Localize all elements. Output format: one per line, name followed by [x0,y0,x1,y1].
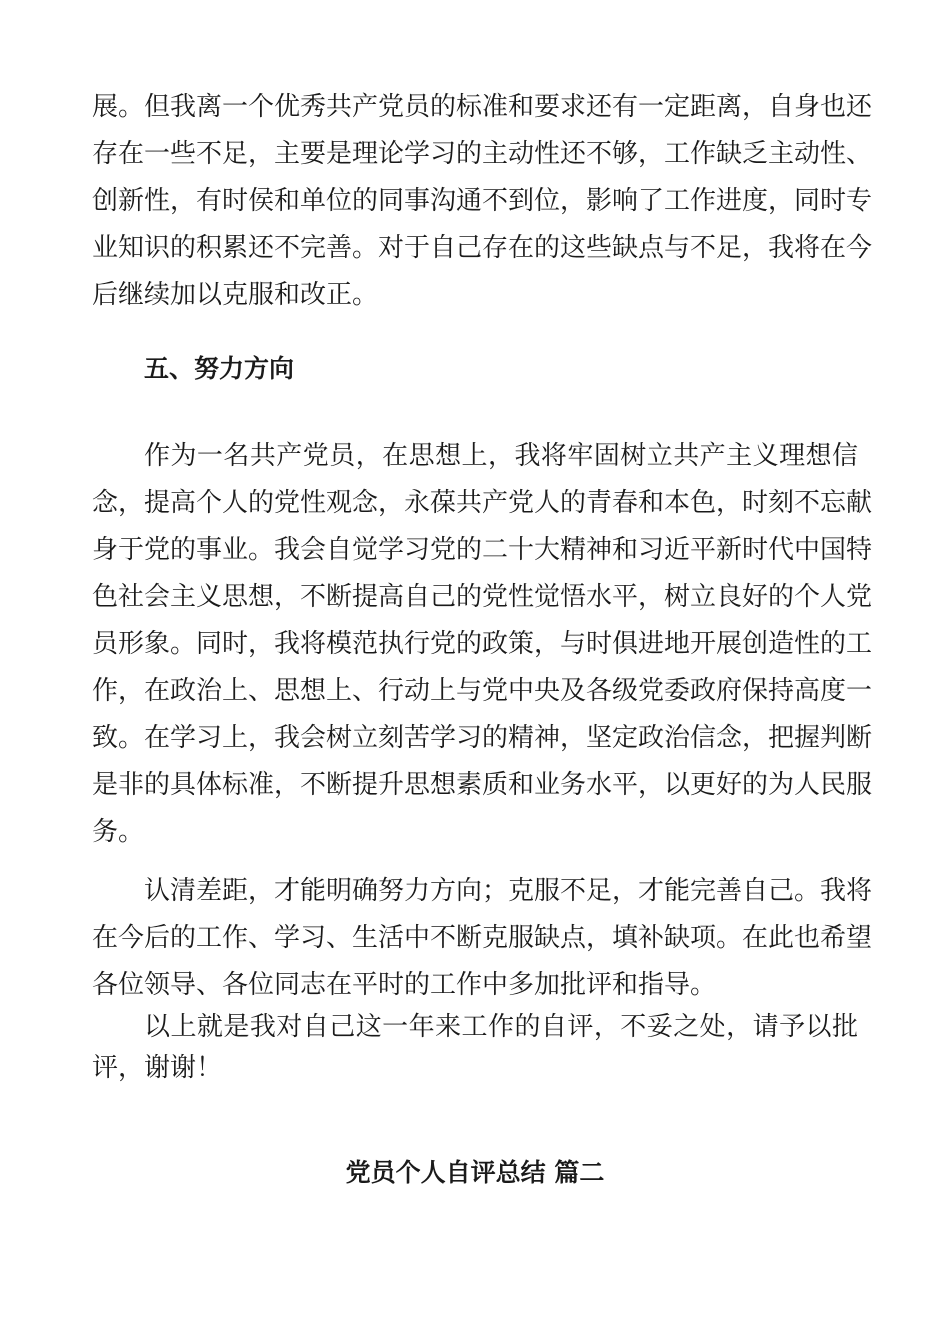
text-line: 以上就是我对自己这一年来工作的自评，不妥之处，请予以批 [144,1012,858,1042]
text-line: 作为一名共产党员，在思想上，我将牢固树立共产主义理想信 [144,441,858,471]
text-line: 致。在学习上，我会树立刻苦学习的精神，坚定政治信念，把握判断 [92,723,873,753]
text-line: 后继续加以克服和改正。 [92,280,379,310]
text-line: 色社会主义思想，不断提高自己的党性觉悟水平，树立良好的个人党 [92,582,873,612]
text-line: 念，提高个人的党性观念，永葆共产党人的青春和本色，时刻不忘献 [92,488,873,518]
section-heading: 五、努力方向 [144,354,295,383]
text-line: 存在一些不足，主要是理论学习的主动性还不够，工作缺乏主动性、 [92,139,873,169]
text-line: 展。但我离一个优秀共产党员的标准和要求还有一定距离，自身也还 [92,92,873,122]
text-line: 作，在政治上、思想上、行动上与党中央及各级党委政府保持高度一 [92,676,873,706]
text-line: 认清差距，才能明确努力方向；克服不足，才能完善自己。我将 [144,876,873,906]
text-line: 评，谢谢！ [92,1053,223,1083]
text-line: 是非的具体标准，不断提升思想素质和业务水平，以更好的为人民服 [92,770,873,800]
next-document-title: 党员个人自评总结 篇二 [345,1158,605,1187]
text-line: 员形象。同时，我将模范执行党的政策，与时俱进地开展创造性的工 [92,629,873,659]
text-line: 业知识的积累还不完善。对于自己存在的这些缺点与不足，我将在今 [92,233,873,263]
text-line: 各位领导、各位同志在平时的工作中多加批评和指导。 [92,970,717,1000]
text-line: 创新性，有时侯和单位的同事沟通不到位，影响了工作进度，同时专 [92,186,873,216]
text-line: 身于党的事业。我会自觉学习党的二十大精神和习近平新时代中国特 [92,535,873,565]
text-line: 在今后的工作、学习、生活中不断克服缺点，填补缺项。在此也希望 [92,923,873,953]
text-line: 务。 [92,817,145,847]
